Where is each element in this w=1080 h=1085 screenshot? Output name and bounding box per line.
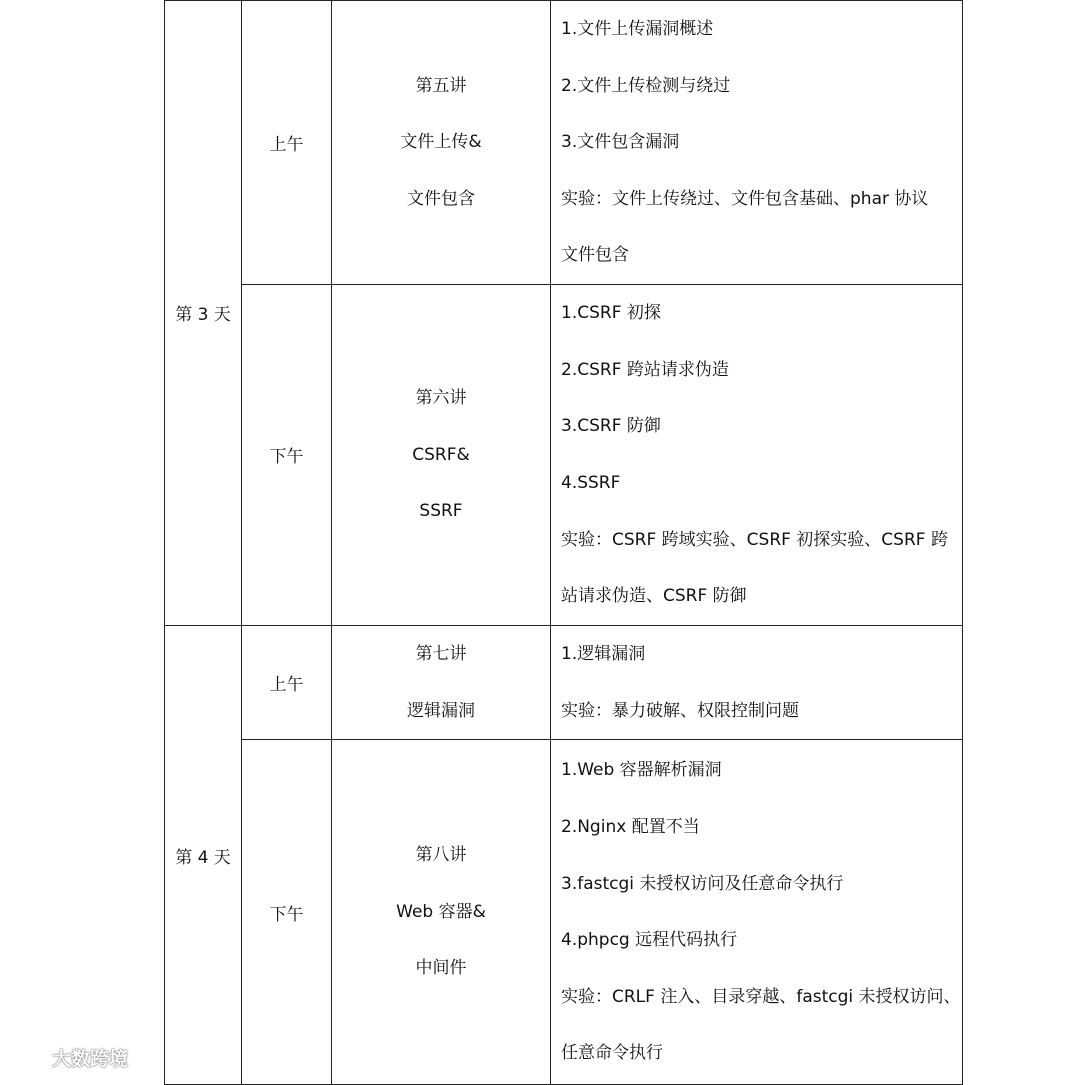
content-line: 4.phpcg 远程代码执行 — [561, 930, 738, 951]
lecture-title: 中间件 — [415, 958, 467, 979]
lecture-number: 第七讲 — [415, 643, 467, 664]
lecture-number: 第八讲 — [415, 845, 467, 866]
chat-bubble-logo-icon — [8, 1047, 48, 1069]
content-line: 3.文件包含漏洞 — [561, 132, 680, 153]
lecture-title: SSRF — [419, 501, 463, 522]
watermark — [8, 1044, 128, 1071]
content-line: 实验：文件上传绕过、文件包含基础、phar 协议 — [561, 188, 929, 209]
content-line: 1.Web 容器解析漏洞 — [561, 760, 722, 781]
lecture-title: 文件上传& — [400, 132, 482, 153]
content-line: 3.CSRF 防御 — [561, 416, 661, 437]
content-cell — [551, 625, 963, 739]
period-cell — [242, 740, 332, 1085]
period-label: 上午 — [269, 675, 304, 696]
lecture-cell — [332, 740, 551, 1085]
content-line: 实验：CSRF 跨域实验、CSRF 初探实验、CSRF 跨 — [561, 529, 948, 550]
day-cell — [165, 625, 242, 1084]
period-label: 下午 — [269, 904, 304, 925]
content-line: 实验：暴力破解、权限控制问题 — [561, 700, 799, 721]
content-line: 1.逻辑漏洞 — [561, 643, 646, 664]
content-line: 2.CSRF 跨站请求伪造 — [561, 359, 729, 380]
period-label: 上午 — [269, 134, 304, 155]
table-row — [165, 740, 963, 1085]
period-cell — [242, 625, 332, 739]
content-cell — [551, 740, 963, 1085]
content-cell — [551, 1, 963, 285]
table-row — [165, 1, 963, 285]
day-label: 第 3 天 — [175, 305, 231, 326]
table-row — [165, 625, 963, 739]
lecture-cell — [332, 625, 551, 739]
lecture-cell — [332, 1, 551, 285]
content-line: 3.fastcgi 未授权访问及任意命令执行 — [561, 873, 844, 894]
content-line: 实验：CRLF 注入、目录穿越、fastcgi 未授权访问、 — [561, 986, 961, 1007]
table-row — [165, 284, 963, 625]
watermark-text: 大数跨境 — [52, 1048, 129, 1070]
content-line: 4.SSRF — [561, 472, 621, 493]
day-cell — [165, 1, 242, 626]
lecture-title: CSRF& — [412, 444, 470, 465]
period-label: 下午 — [269, 447, 304, 468]
content-line: 任意命令执行 — [561, 1043, 663, 1064]
content-line: 站请求伪造、CSRF 防御 — [561, 586, 747, 607]
content-cell — [551, 284, 963, 625]
content-line: 1.CSRF 初探 — [561, 303, 661, 324]
lecture-number: 第六讲 — [415, 388, 467, 409]
lecture-cell — [332, 284, 551, 625]
lecture-title: 逻辑漏洞 — [407, 700, 475, 721]
lecture-number: 第五讲 — [415, 75, 467, 96]
content-line: 2.Nginx 配置不当 — [561, 816, 700, 837]
period-cell — [242, 1, 332, 285]
course-schedule-table — [164, 0, 963, 1085]
day-label: 第 4 天 — [175, 847, 231, 868]
content-line: 1.文件上传漏洞概述 — [561, 19, 714, 39]
content-line: 文件包含 — [561, 245, 629, 266]
lecture-title: 文件包含 — [407, 188, 475, 209]
lecture-title: Web 容器& — [396, 901, 486, 922]
period-cell — [242, 284, 332, 625]
content-line: 2.文件上传检测与绕过 — [561, 75, 731, 96]
